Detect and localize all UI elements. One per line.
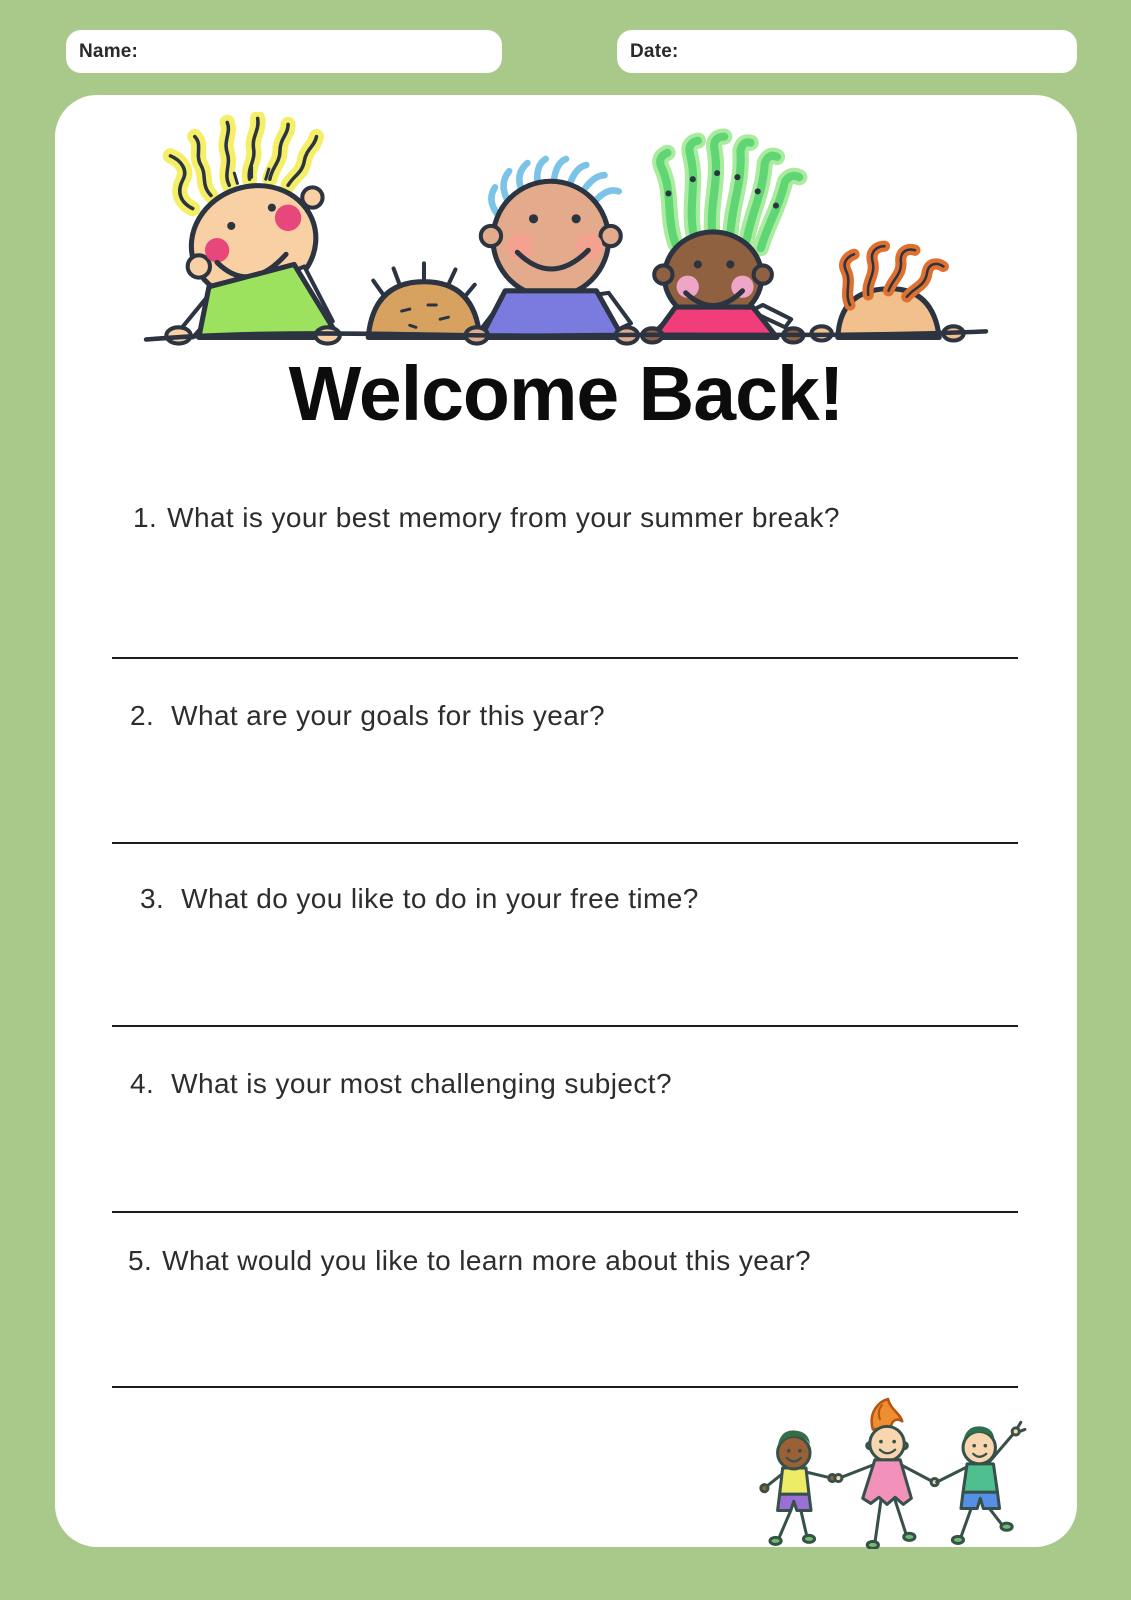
question-5-number: 5.: [128, 1245, 153, 1276]
question-4-number: 4.: [130, 1068, 155, 1099]
kid-blue-hair-figure: [466, 159, 638, 344]
question-3-text: What do you like to do in your free time?: [181, 883, 699, 914]
dancing-kid-green-shirt: [937, 1422, 1025, 1543]
fuzzy-head-figure: [368, 263, 480, 337]
name-field[interactable]: [66, 30, 502, 73]
question-5: [128, 1245, 811, 1277]
kid-yellow-hair-figure: [166, 118, 339, 343]
answer-line-1[interactable]: [112, 657, 1018, 659]
question-2-number: 2.: [130, 700, 155, 731]
question-1-text: What is your best memory from your summer break?: [167, 502, 840, 533]
answer-line-3[interactable]: [112, 1025, 1018, 1027]
worksheet-card: [55, 95, 1077, 1547]
dancing-girl-pink-dress: [835, 1399, 938, 1548]
date-field[interactable]: [617, 30, 1077, 73]
question-1-number: 1.: [133, 502, 158, 533]
answer-line-2[interactable]: [112, 842, 1018, 844]
question-5-text: What would you like to learn more about this year?: [162, 1245, 811, 1276]
question-3-number: 3.: [140, 883, 165, 914]
question-4: [130, 1068, 672, 1100]
question-2-text: What are your goals for this year?: [171, 700, 605, 731]
page-title: Welcome Back!: [288, 351, 844, 437]
dancing-kid-yellow-shirt: [761, 1430, 836, 1544]
question-4-text: What is your most challenging subject?: [171, 1068, 672, 1099]
answer-line-4[interactable]: [112, 1211, 1018, 1213]
bottom-kids-illustration: [735, 1397, 1035, 1549]
answer-line-5[interactable]: [112, 1386, 1018, 1388]
name-label: Name:: [79, 40, 139, 62]
top-kids-illustration: [140, 112, 992, 356]
date-label: Date:: [630, 40, 679, 62]
kid-green-hair-figure: [642, 137, 803, 343]
question-1: [133, 502, 840, 534]
question-3: [140, 883, 699, 915]
question-2: [130, 700, 605, 732]
kid-orange-hair-figure: [811, 246, 963, 340]
